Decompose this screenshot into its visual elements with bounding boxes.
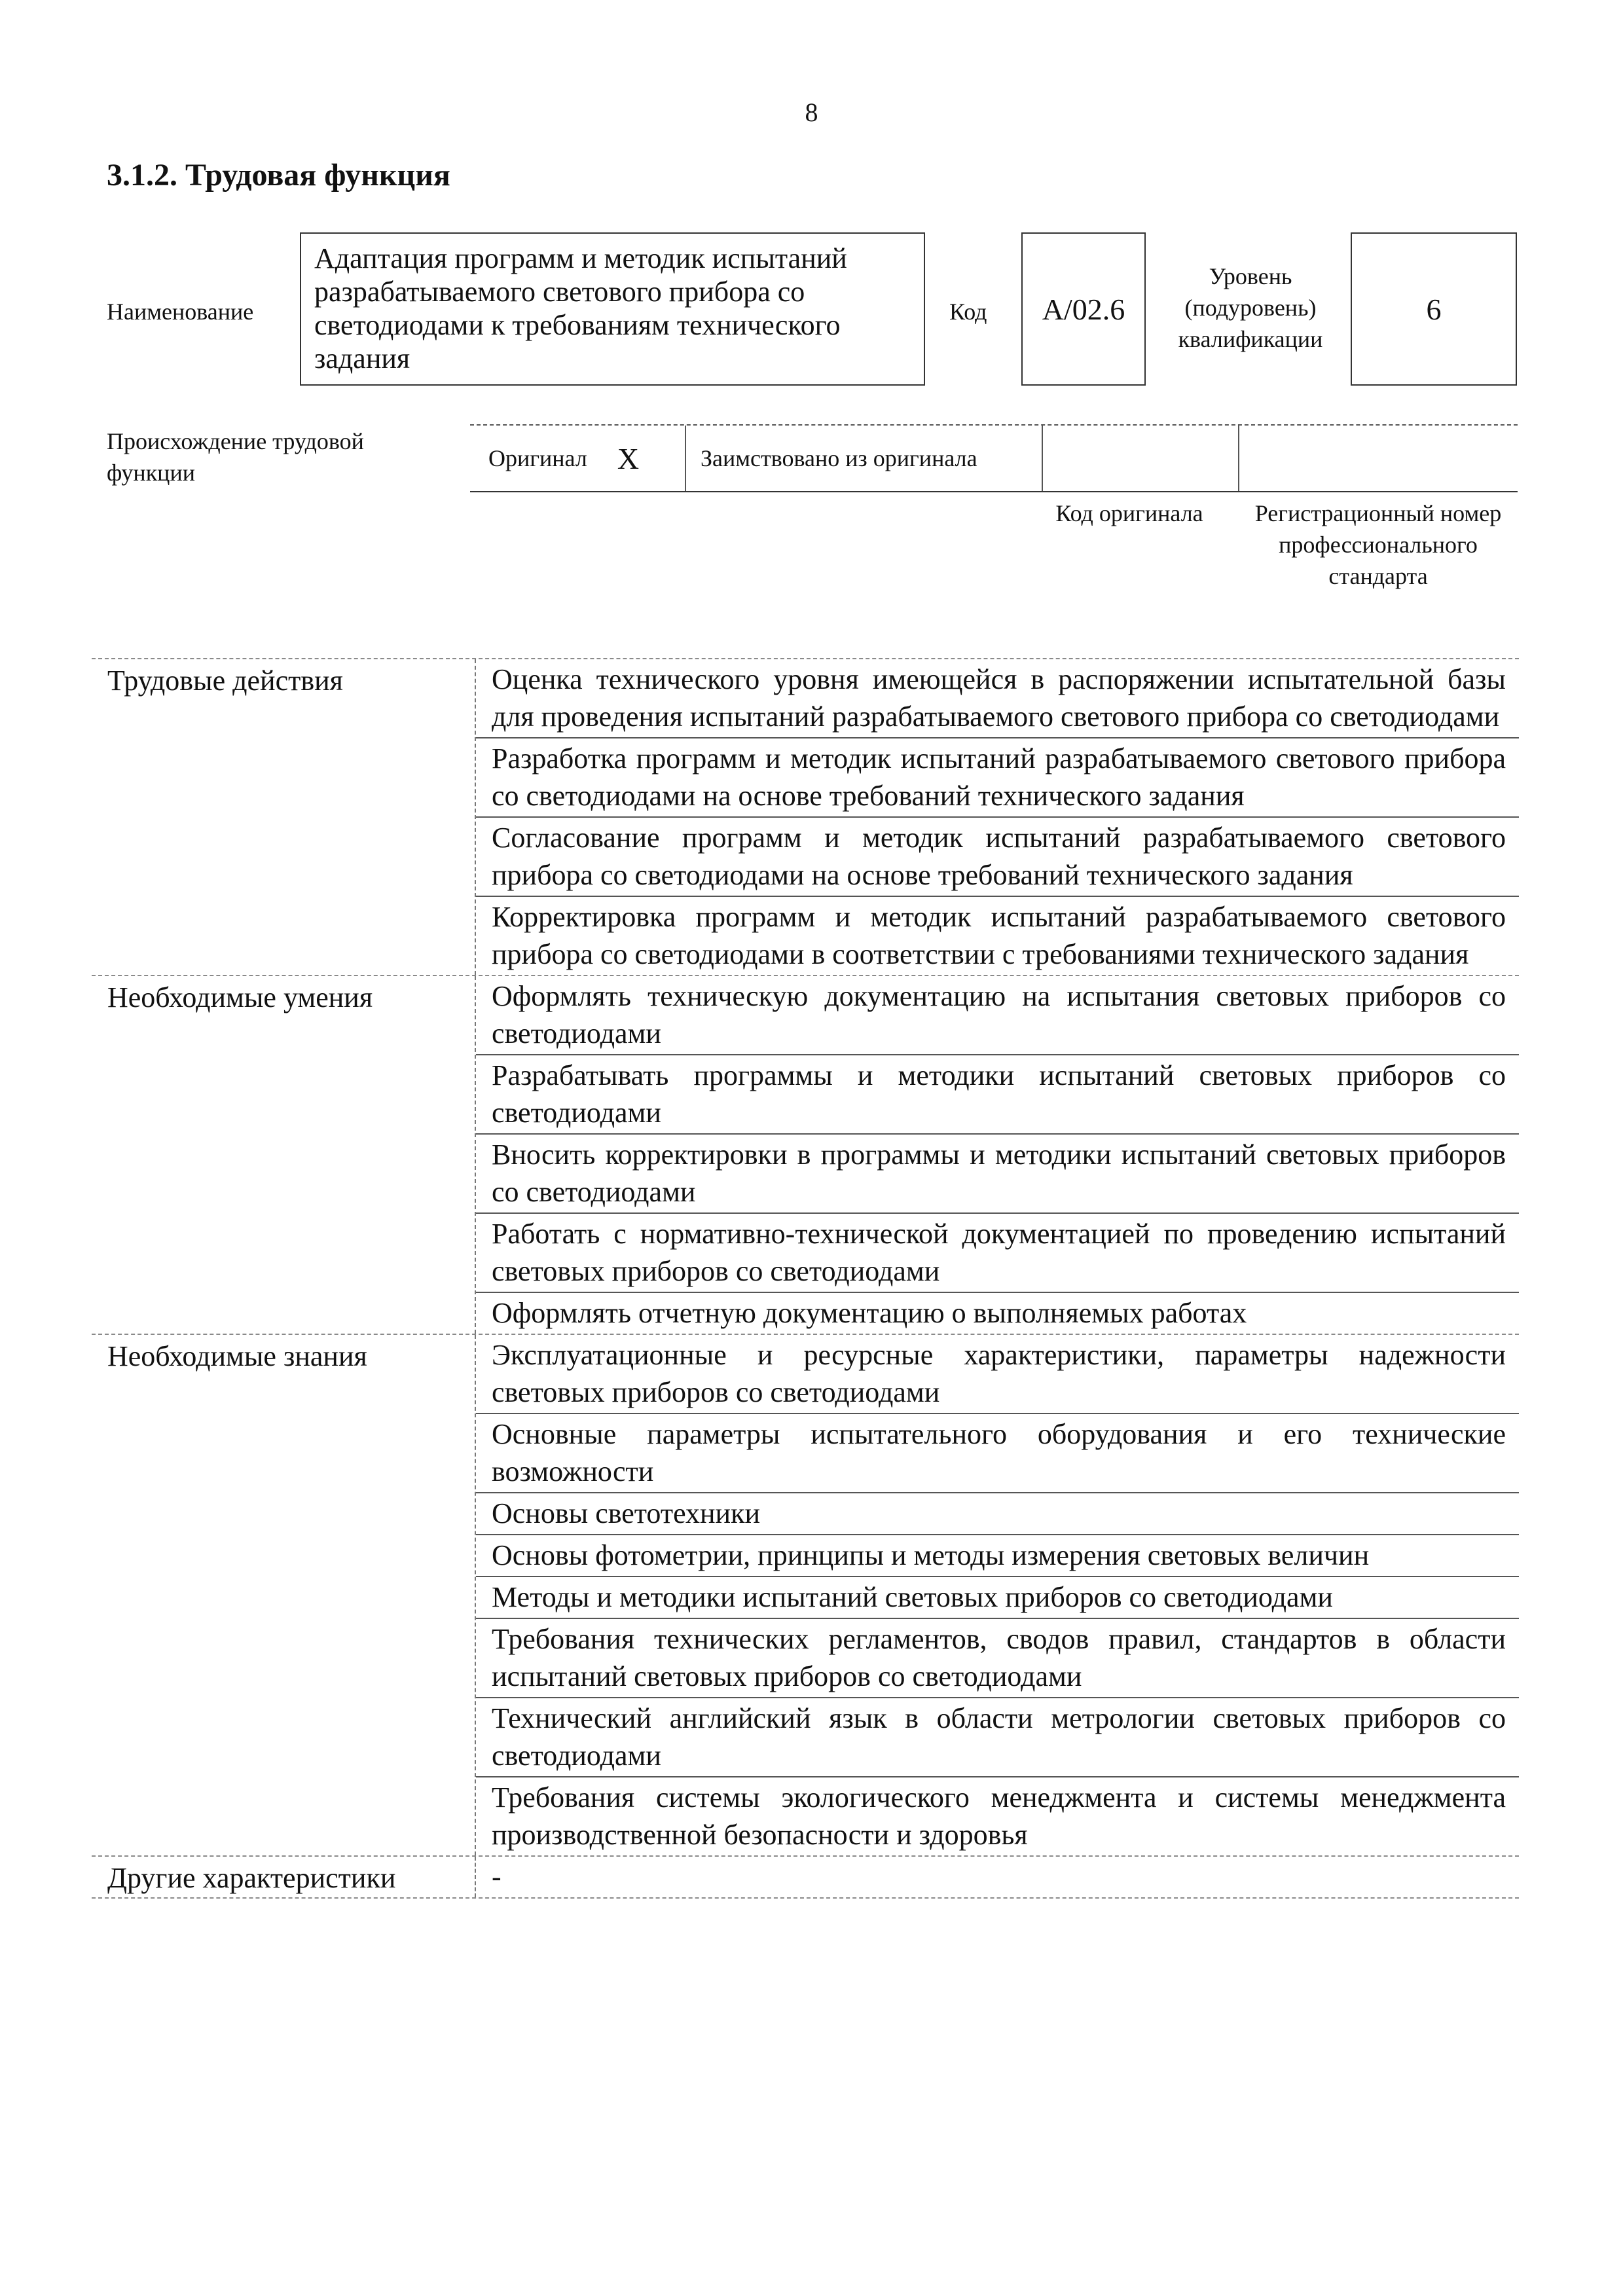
section-labor-actions bbox=[92, 658, 1519, 975]
list-item: Требования технических регламентов, сводов правил, стандартов в области испытаний световых приборов со светодиодами bbox=[476, 1618, 1519, 1697]
section-label: Другие характеристики bbox=[107, 1862, 396, 1894]
list-item: Разрабатывать программы и методики испытаний световых приборов со светодиодами bbox=[476, 1054, 1519, 1133]
page-number: 8 bbox=[805, 98, 818, 127]
origin-strip bbox=[470, 424, 1518, 492]
list-item: Корректировка программ и методик испытаний разрабатываемого светового прибора со светодиодами в соответствии с требованиями технического задания bbox=[476, 896, 1519, 975]
list-item: Разработка программ и методик испытаний разрабатываемого светового прибора со светодиодами на основе требований технического задания bbox=[476, 737, 1519, 816]
section-label: Необходимые умения bbox=[107, 981, 373, 1013]
code-value: A/02.6 bbox=[1021, 232, 1146, 386]
list-item: Требования системы экологического менеджмента и системы менеджмента производственной безопасности и здоровья bbox=[476, 1776, 1519, 1855]
origin-original-mark: X bbox=[617, 441, 640, 475]
code-original-caption: Код оригинала bbox=[1055, 500, 1203, 526]
list-item: Эксплуатационные и ресурсные характеристики, параметры надежности световых приборов со светодиодами bbox=[492, 1339, 1506, 1408]
list-item: Методы и методики испытаний световых приборов со светодиодами bbox=[476, 1576, 1519, 1618]
list-item: Технический английский язык в области метрологии световых приборов со светодиодами bbox=[476, 1697, 1519, 1776]
function-name-value: Адаптация программ и методик испытаний разрабатываемого светового прибора со светодиодами к требованиям технического задания bbox=[300, 232, 925, 386]
section-items bbox=[475, 976, 1519, 1334]
list-item: Основы фотометрии, принципы и методы измерения световых величин bbox=[476, 1534, 1519, 1576]
section-items bbox=[475, 659, 1519, 975]
reg-number-caption: Регистрационный номер профессионального стандарта bbox=[1254, 500, 1502, 589]
section-heading: 3.1.2. Трудовая функция bbox=[107, 158, 450, 192]
origin-label: Происхождение трудовой функции bbox=[107, 428, 364, 486]
origin-code-cell bbox=[1043, 426, 1239, 491]
origin-original-cell bbox=[470, 426, 686, 491]
list-item: Оценка технического уровня имеющейся в распоряжении испытательной базы для проведения испытаний разрабатываемого светового прибора со светодиодами bbox=[492, 663, 1506, 733]
section-required-knowledge bbox=[92, 1334, 1519, 1855]
list-item: Основы светотехники bbox=[476, 1492, 1519, 1534]
section-label: Необходимые знания bbox=[107, 1340, 367, 1372]
list-item: Основные параметры испытательного оборудования и его технические возможности bbox=[476, 1413, 1519, 1492]
section-items bbox=[475, 1335, 1519, 1855]
list-item: - bbox=[492, 1861, 501, 1893]
list-item: Оформлять отчетную документацию о выполняемых работах bbox=[476, 1292, 1519, 1334]
section-items bbox=[475, 1857, 1519, 1897]
list-item: Согласование программ и методик испытаний разрабатываемого светового прибора со светодиодами на основе требований технического задания bbox=[476, 816, 1519, 896]
origin-reg-number-cell bbox=[1239, 426, 1518, 491]
list-item: Вносить корректировки в программы и методики испытаний световых приборов со светодиодами bbox=[476, 1133, 1519, 1212]
qualification-level-label: Уровень (подуровень) квалификации bbox=[1178, 263, 1323, 352]
section-required-skills bbox=[92, 975, 1519, 1334]
section-other-characteristics bbox=[92, 1855, 1519, 1899]
origin-borrowed-label: Заимствовано из оригинала bbox=[686, 426, 1043, 491]
list-item: Работать с нормативно-технической документацией по проведению испытаний световых приборов со светодиодами bbox=[476, 1212, 1519, 1292]
origin-original-label: Оригинал bbox=[488, 445, 587, 471]
section-label: Трудовые действия bbox=[107, 665, 343, 697]
code-label: Код bbox=[949, 299, 987, 325]
list-item: Оформлять техническую документацию на испытания световых приборов со светодиодами bbox=[492, 980, 1506, 1049]
function-details-table bbox=[92, 658, 1519, 1899]
name-label: Наименование bbox=[107, 299, 254, 325]
qualification-level-value: 6 bbox=[1351, 232, 1517, 386]
